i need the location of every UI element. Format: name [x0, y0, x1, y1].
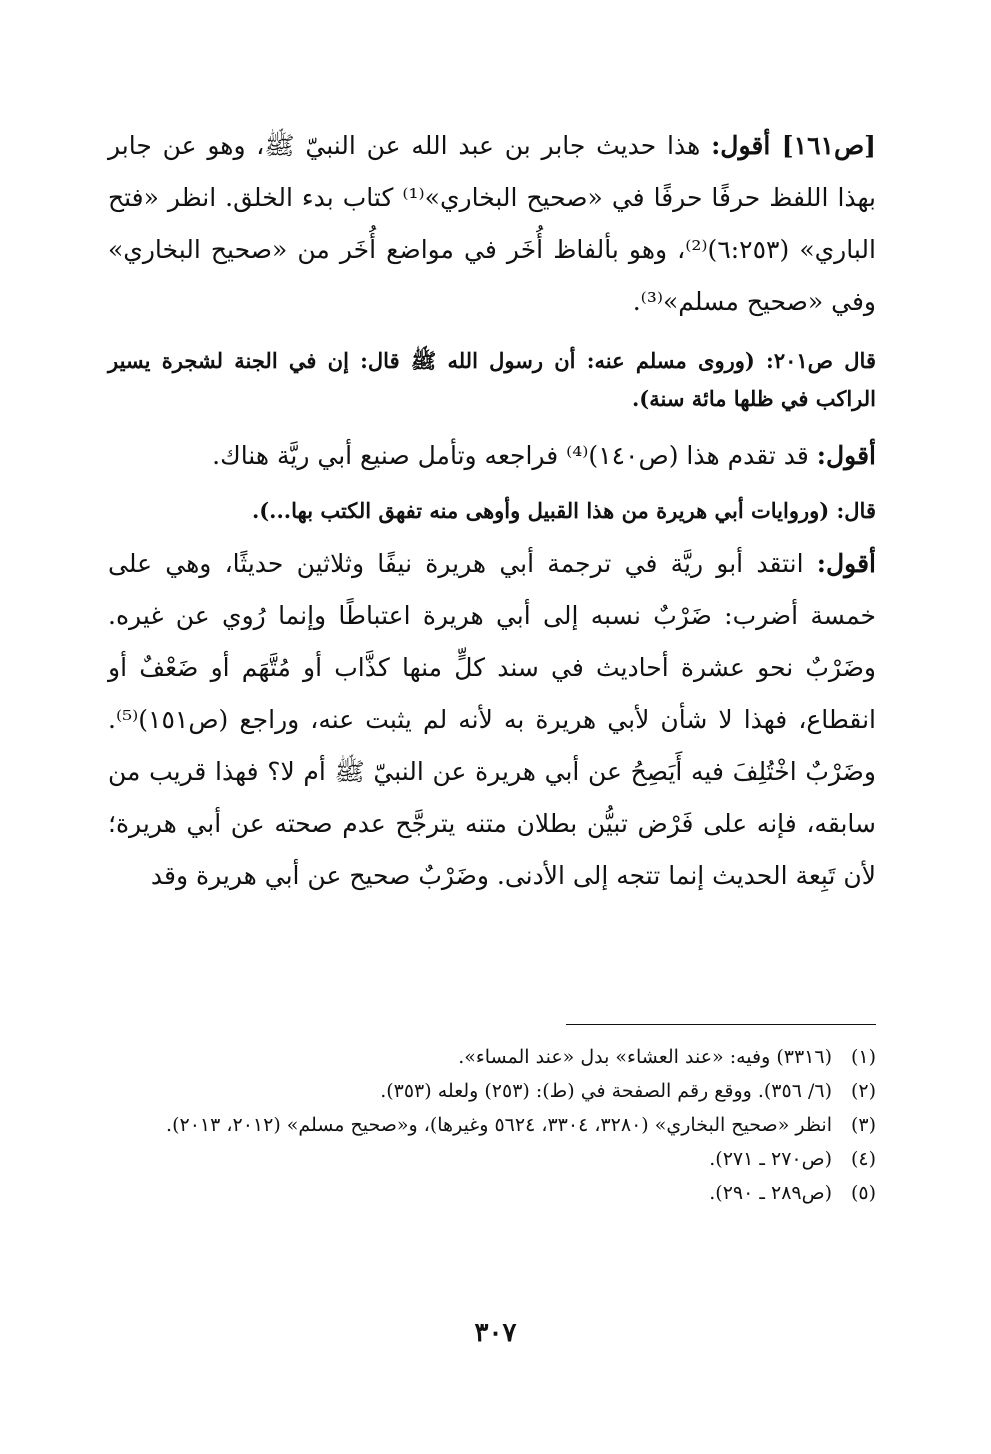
- footnote-number: (٥): [850, 1182, 876, 1204]
- footnote-1: [108, 1040, 876, 1074]
- quote-1: [108, 342, 876, 418]
- footnote-separator: [566, 1024, 876, 1025]
- paragraph-text: قد تقدم هذا (ص١٤٠)⁽⁴⁾ فراجعه وتأمل صنيع أبي ريَّة هناك.: [212, 441, 817, 470]
- paragraph-lead: [ص١٦١] أقول:: [711, 131, 876, 160]
- paragraph-text: هذا حديث جابر بن عبد الله عن النبيّ ﷺ، وهو عن جابر بهذا اللفظ حرفًا حرفًا في «صحيح البخاري»⁽¹⁾ كتاب بدء الخلق. انظر «فتح الباري» (٦:٢٥٣)⁽²⁾، وهو بألفاظ أُخَر في مواضع أُخَر من «صحيح البخاري» وفي «صحيح مسلم»⁽³⁾.: [108, 131, 877, 316]
- paragraph-1: [108, 120, 876, 328]
- footnote-list: [108, 1040, 876, 1210]
- paragraph-2: [108, 430, 876, 482]
- footnote-2: [108, 1074, 876, 1108]
- paragraph-lead: أقول:: [816, 441, 876, 470]
- quote-text: (وروايات أبي هريرة من هذا القبيل وأوهى منه تفهق الكتب بها...).: [251, 498, 830, 523]
- footnote-number: (١): [850, 1046, 876, 1068]
- footnote-number: (٤): [850, 1148, 876, 1170]
- footnote-text: (ص٢٧٠ ـ ٢٧١).: [709, 1148, 832, 1170]
- footnote-text: انظر «صحيح البخاري» (٣٢٨٠، ٣٣٠٤، ٥٦٢٤ وغيرها)، و«صحيح مسلم» (٢٠١٢، ٢٠١٣).: [166, 1114, 832, 1136]
- footnote-3: [108, 1108, 876, 1142]
- quote-2: [108, 492, 876, 530]
- main-text: [108, 120, 876, 902]
- paragraph-3: [108, 538, 876, 902]
- footnote-text: (٣٣١٦) وفيه: «عند العشاء» بدل «عند المساء».: [458, 1046, 832, 1068]
- footnote-text: (ص٢٨٩ ـ ٢٩٠).: [709, 1182, 832, 1204]
- quote-text: (وروى مسلم عنه: أن رسول الله ﷺ قال: إن في الجنة لشجرة يسير الراكب في ظلها مائة سنة).: [108, 348, 876, 411]
- footnote-4: [108, 1142, 876, 1176]
- quote-prefix: قال:: [829, 498, 876, 523]
- footnote-text: (٦/ ٣٥٦). ووقع رقم الصفحة في (ط): (٢٥٣) ولعله (٣٥٣).: [380, 1080, 832, 1102]
- footnote-number: (٢): [850, 1080, 876, 1102]
- paragraph-lead: أقول:: [816, 549, 876, 578]
- page-number: ٣٠٧: [474, 1318, 517, 1348]
- footnote-5: [108, 1176, 876, 1210]
- paragraph-text: انتقد أبو ريَّة في ترجمة أبي هريرة نيفًا وثلاثين حديثًا، وهي على خمسة أضرب: ضَرْبٌ نسبه إلى أبي هريرة اعتباطًا وإنما رُوي عن غيره. وضَرْبٌ نحو عشرة أحاديث في سند كلٍّ منها كذَّاب أو مُتَّهَم أو ضَعْفٌ أو انقطاع، فهذا لا شأن لأبي هريرة به لأنه لم يثبت عنه، وراجع (ص١٥١)⁽⁵⁾. وضَرْبٌ اخْتُلِفَ فيه أَيَصِحُ عن أبي هريرة عن النبيّ ﷺ أم لا؟ فهذا قريب من سابقه، فإنه على فَرْض تبيُّن بطلان متنه يترجَّح عدم صحته عن أبي هريرة؛ لأن تَبِعة الحديث إنما تتجه إلى الأدنى. وضَرْبٌ صحيح عن أبي هريرة وقد: [108, 549, 876, 890]
- quote-prefix: قال ص٢٠١:: [754, 348, 876, 373]
- footnote-number: (٣): [850, 1114, 876, 1136]
